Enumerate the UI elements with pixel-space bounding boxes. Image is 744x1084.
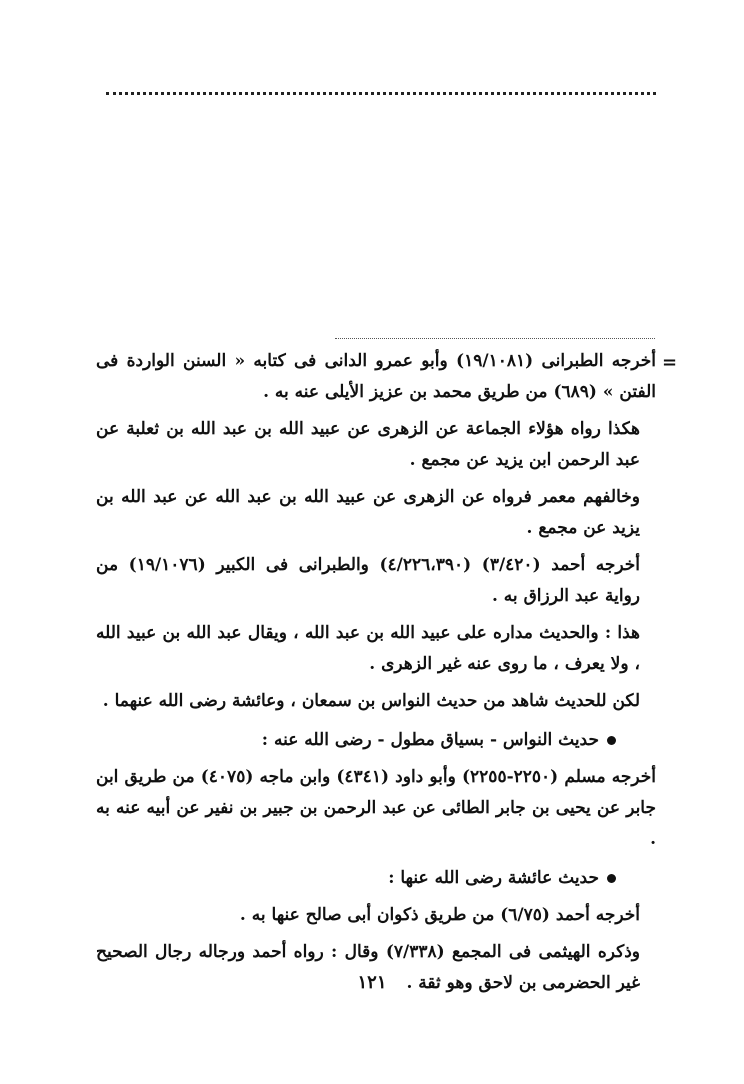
footnote-paragraph: هكذا رواه هؤلاء الجماعة عن الزهرى عن عبيد الله بن عبد الله بن ثعلبة عن عبد الرحمن ابن يزيد عن مجمع . xyxy=(96,419,640,470)
footnote-paragraph: وذكره الهيثمى فى المجمع (٧/٣٣٨) وقال : رواه أحمد ورجاله رجال الصحيح غير الحضرمى بن لاحق وهو ثقة . xyxy=(96,942,640,993)
bullet-item xyxy=(96,863,616,894)
footnote-text xyxy=(96,346,656,1005)
continuation-marker: = xyxy=(662,352,678,373)
footnote-paragraph: أخرجه الطبرانى (١٩/١٠٨١) وأبو عمرو الدانى فى كتابه « السنن الواردة فى الفتن » (٦٨٩) من طريق محمد بن عزيز الأيلى عنه به . xyxy=(96,351,656,402)
bullet-dot-icon xyxy=(607,874,616,883)
footnote-paragraph: وخالفهم معمر فرواه عن الزهرى عن عبيد الله بن عبد الله عن عبد الله بن يزيد عن مجمع . xyxy=(96,487,640,538)
footnote-separator xyxy=(335,338,655,339)
bullet-item xyxy=(96,725,616,756)
footnote-paragraph: أخرجه أحمد (٣/٤٢٠) (٤/٢٢٦،٣٩٠) والطبرانى فى الكبير (١٩/١٠٧٦) من رواية عبد الرزاق به . xyxy=(96,555,640,606)
bullet-text: حديث النواس - بسياق مطول - رضى الله عنه : xyxy=(261,730,599,750)
footnote-paragraph: أخرجه مسلم (٢٢٥٠-٢٢٥٥) وأبو داود (٤٣٤١) وابن ماجه (٤٠٧٥) من طريق ابن جابر عن يحيى بن جابر الطائى عن عبد الرحمن بن جبير بن نفير عن أبيه عنه به . xyxy=(96,767,656,849)
footnote-paragraph: لكن للحديث شاهد من حديث النواس بن سمعان ، وعائشة رضى الله عنهما . xyxy=(102,691,640,711)
bullet-text: حديث عائشة رضى الله عنها : xyxy=(388,868,599,888)
page-number: ١٢١ xyxy=(357,972,387,993)
bullet-dot-icon xyxy=(607,736,616,745)
footnote-paragraph: هذا : والحديث مداره على عبيد الله بن عبد الله ، ويقال عبد الله بن عبيد الله ، ولا يعرف ، ما روى عنه غير الزهرى . xyxy=(96,623,640,674)
top-dotted-rule xyxy=(106,92,656,95)
footnote-paragraph: أخرجه أحمد (٦/٧٥) من طريق ذكوان أبى صالح عنها به . xyxy=(239,905,640,925)
